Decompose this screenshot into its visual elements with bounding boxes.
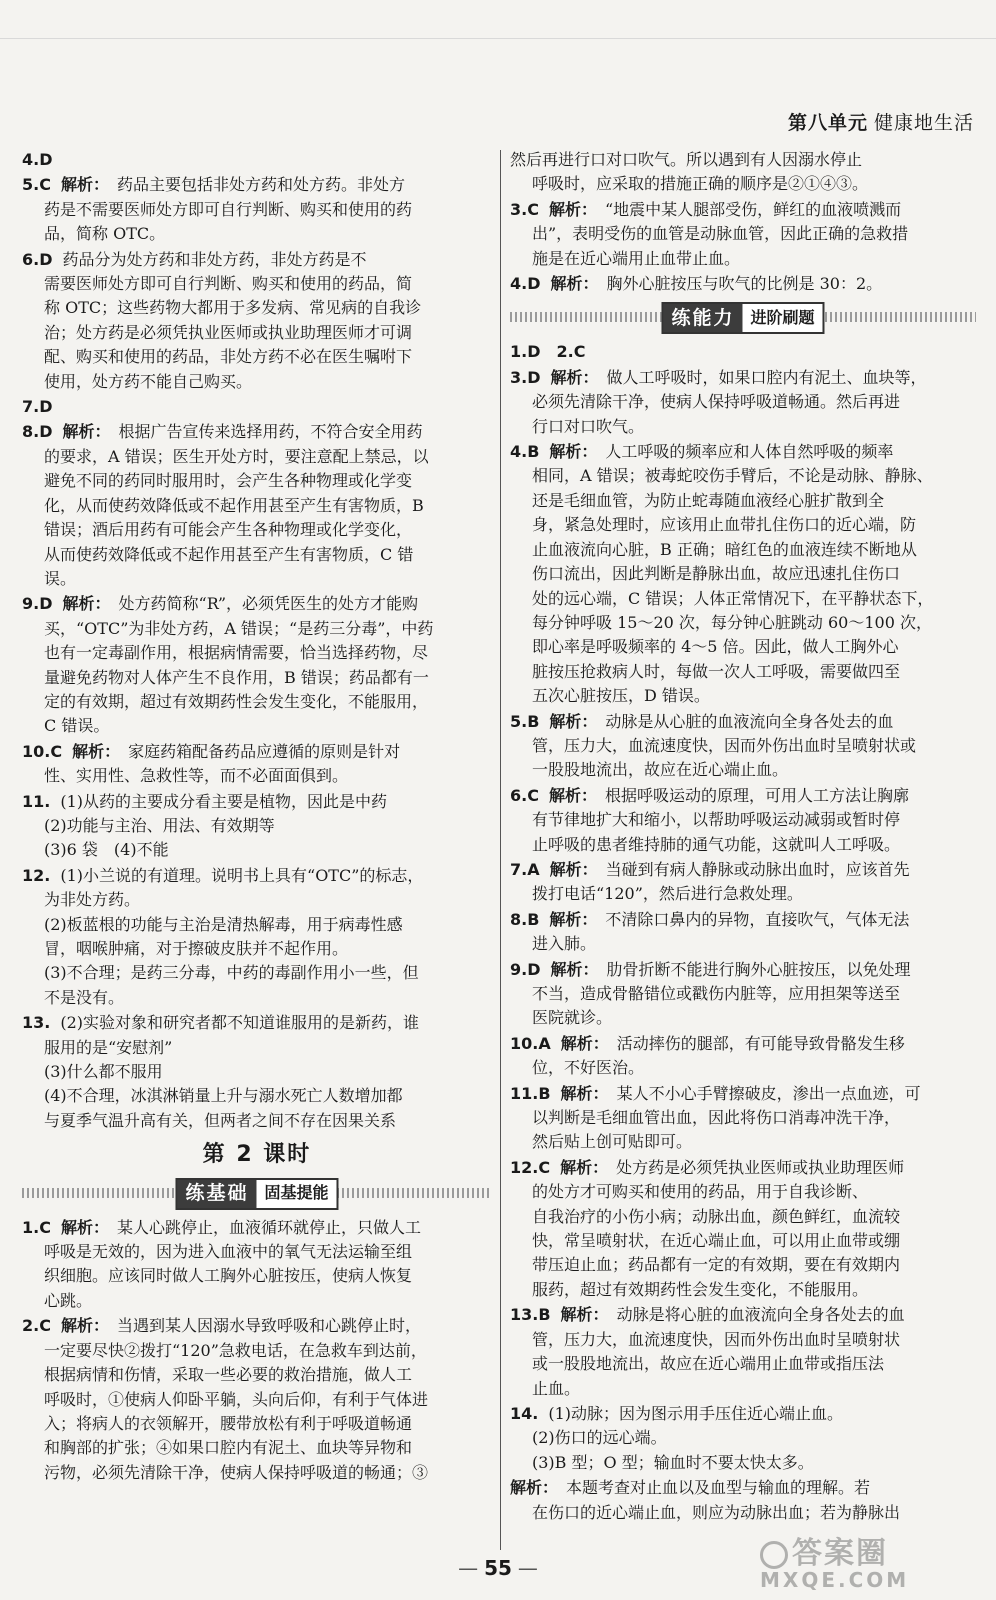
answer-item bbox=[510, 1032, 976, 1081]
answer-first-line bbox=[510, 1303, 976, 1327]
answer-text-line: 然后再进行口对口吹气。所以遇到有人因溺水停止 bbox=[510, 150, 863, 169]
answer-text-line: 当遇到某人因溺水导致呼吸和心跳停止时， bbox=[116, 1316, 421, 1336]
watermark-icon bbox=[760, 1541, 788, 1569]
answer-first-line bbox=[22, 395, 492, 419]
answer-text-line: 性、实用性、急救性等，而不必面面俱到。 bbox=[44, 766, 349, 786]
answer-item bbox=[510, 908, 976, 957]
watermark-cn: 答案圈 bbox=[792, 1536, 888, 1571]
answer-number: 10.A bbox=[510, 1033, 551, 1053]
answer-number: 8.D bbox=[22, 422, 53, 442]
answer-number: 4.D bbox=[510, 274, 541, 294]
answer-text-line: 服用的是“安慰剂” bbox=[44, 1037, 173, 1057]
answer-text-line: 动脉是从心脏的血液流向全身各处去的血 bbox=[605, 711, 894, 731]
answer-text-line: 污物，必须先清除干净，使病人保持呼吸道的畅通；③ bbox=[44, 1462, 429, 1482]
analysis-label: 解析： bbox=[548, 199, 597, 219]
answer-text-line: 止呼吸的患者维持肺的通气功能，这就叫人工呼吸。 bbox=[532, 834, 901, 854]
answer-text-line: 某人不小心手臂擦破皮，渗出一点血迹，可 bbox=[616, 1083, 921, 1103]
answer-text-line: 在伤口的近心端止血，则应为动脉出血；若为静脉出 bbox=[532, 1502, 901, 1522]
right-column bbox=[510, 148, 976, 1526]
section-banner-ability bbox=[510, 302, 976, 332]
answer-text-line: (4)不合理，冰淇淋销量上升与溺水死亡人数增加都 bbox=[44, 1086, 403, 1106]
banner-tag: 固基提能 bbox=[264, 1183, 329, 1203]
analysis-label: 解析： bbox=[62, 594, 111, 614]
answer-number: 1.D 2.C bbox=[510, 342, 586, 362]
answer-text-line: 一定要尽快②拨打“120”急救电话，在急救车到达前， bbox=[44, 1340, 427, 1360]
answer-first-line bbox=[510, 1476, 976, 1500]
banner-main: 练能力 bbox=[663, 304, 742, 332]
answer-number: 3.C bbox=[510, 199, 539, 219]
answer-text-line: 品，简称 OTC。 bbox=[44, 224, 166, 244]
answer-item bbox=[510, 784, 976, 857]
answer-text-line: 动脉是将心脏的血液流向全身各处去的血 bbox=[616, 1305, 905, 1325]
answer-first-line bbox=[510, 272, 976, 296]
analysis-label: 解析： bbox=[72, 741, 121, 761]
answer-text-line: 定的有效期，超过有效期药性会发生变化，不能服用， bbox=[44, 691, 429, 711]
analysis-label: 解析： bbox=[549, 442, 598, 462]
answer-text-line: (2)实验对象和研究者都不知道谁服用的是新药，谁 bbox=[60, 1013, 420, 1033]
answer-text-line: 与夏季气温升高有关，但两者之间不存在因果关系 bbox=[44, 1110, 397, 1130]
answer-first-line bbox=[22, 420, 492, 444]
answer-number: 7.A bbox=[510, 859, 540, 879]
answer-number: 5.B bbox=[510, 711, 540, 731]
analysis-label: 解析： bbox=[560, 1083, 609, 1103]
answer-number: 2.C bbox=[22, 1316, 51, 1336]
answer-first-line bbox=[22, 1314, 492, 1338]
answer-number: 9.D bbox=[510, 959, 541, 979]
answer-text-line: 人工呼吸的频率应和人体自然呼吸的频率 bbox=[605, 442, 894, 462]
unit-subtitle: 健康地生活 bbox=[873, 112, 974, 134]
answer-text-line: 治；处方药是必须凭执业医师或执业助理医师才可调 bbox=[44, 322, 413, 342]
answer-first-line bbox=[510, 366, 976, 390]
banner-box bbox=[175, 1178, 338, 1210]
answer-number: 1.C bbox=[22, 1217, 51, 1237]
analysis-label: 解析： bbox=[60, 175, 109, 195]
answer-text-line: 拨打电话“120”，然后进行急救处理。 bbox=[532, 884, 803, 904]
answer-number: 14. bbox=[510, 1403, 539, 1423]
answer-text-line: 做人工呼吸时，如果口腔内有泥土、血块等， bbox=[606, 367, 927, 387]
analysis-label: 解析： bbox=[548, 785, 597, 805]
answer-text-line: 某人心跳停止，血液循环就停止，只做人工 bbox=[116, 1217, 421, 1237]
analysis-label: 解析： bbox=[549, 711, 598, 731]
answer-first-line bbox=[510, 198, 976, 222]
analysis-label: 解析： bbox=[60, 1217, 109, 1237]
answer-text-line: (1)动脉；因为图示用手压住近心端止血。 bbox=[548, 1403, 844, 1423]
lesson-title: 第 2 课时 bbox=[202, 1142, 312, 1168]
section-banner-basic bbox=[22, 1178, 492, 1208]
answer-text-line: 相同，A 错误；被毒蛇咬伤手臂后，不论是动脉、静脉、 bbox=[532, 466, 933, 486]
answer-text-line: 止血液流向心脏，B 正确；暗红色的血液连续不断地从 bbox=[532, 539, 917, 559]
answer-text-line: 管，压力大，血流速度快，因而外伤出血时呈喷射状 bbox=[532, 1329, 901, 1349]
answer-item bbox=[22, 1011, 492, 1133]
answer-text-line: 呼吸时，应采取的措施正确的顺序是②①④③。 bbox=[532, 174, 869, 194]
answer-number: 10.C bbox=[22, 741, 63, 761]
answer-first-line bbox=[510, 1082, 976, 1106]
analysis-label: 解析： bbox=[62, 422, 111, 442]
answer-text-line: C 错误。 bbox=[44, 716, 110, 736]
answer-first-line bbox=[22, 740, 492, 764]
answer-number: 4.B bbox=[510, 442, 540, 462]
answer-text-line: 的处方才可购买和使用的药品，用于自我诊断、 bbox=[532, 1182, 869, 1202]
page-number: — 55 — bbox=[0, 1556, 996, 1580]
answer-text-line: 称 OTC；这些药物大都用于多发病、常见病的自我诊 bbox=[44, 298, 422, 318]
analysis-label: 解析： bbox=[560, 1305, 609, 1325]
answer-item bbox=[22, 592, 492, 738]
answer-text-line: (2)功能与主治、用法、有效期等 bbox=[44, 815, 275, 835]
answer-number: 12.C bbox=[510, 1157, 551, 1177]
answer-text-line: 处方药简称“R”，必须凭医生的处方才能购 bbox=[118, 594, 419, 614]
answer-item bbox=[510, 710, 976, 783]
answer-number: 13.B bbox=[510, 1305, 551, 1325]
analysis-label: 解析： bbox=[60, 1316, 109, 1336]
answer-text-line: 化，从而使药效降低或不起作用甚至产生有害物质，B bbox=[44, 495, 424, 515]
answer-text-line: 根据广告宣传来选择用药，不符合安全用药 bbox=[118, 422, 423, 442]
answer-text-line: 不清除口鼻内的异物，直接吹气，气体无法 bbox=[605, 909, 910, 929]
answer-text-line: 或一股股地流出，故应在近心端用止血带或指压法 bbox=[532, 1354, 885, 1374]
answer-text-line: 家庭药箱配备药品应遵循的原则是针对 bbox=[128, 741, 401, 761]
answer-text-line: (2)板蓝根的功能与主治是清热解毒，用于病毒性感 bbox=[44, 914, 403, 934]
analysis-label: 解析： bbox=[549, 859, 598, 879]
answer-item bbox=[510, 148, 976, 197]
banner-box bbox=[661, 302, 824, 334]
answer-item bbox=[510, 1303, 976, 1401]
answer-item bbox=[22, 1314, 492, 1485]
answer-item bbox=[22, 420, 492, 591]
top-rule bbox=[0, 38, 996, 39]
answer-text-line: 呼吸时，①使病人仰卧平躺，头向后仰，有利于气体进 bbox=[44, 1389, 429, 1409]
answer-first-line bbox=[510, 440, 976, 464]
answer-first-line bbox=[22, 248, 492, 272]
answer-number: 5.C bbox=[22, 175, 51, 195]
answer-number: 11.B bbox=[510, 1083, 551, 1103]
answer-item bbox=[510, 1082, 976, 1155]
answer-first-line bbox=[22, 1216, 492, 1240]
answer-first-line bbox=[22, 592, 492, 616]
answer-first-line bbox=[510, 784, 976, 808]
answer-text-line: 避免不同的药同时服用时，会产生各种物理或化学变 bbox=[44, 471, 413, 491]
answer-text-line: 施是在近心端用止血带止血。 bbox=[532, 248, 741, 268]
answer-number: 9.D bbox=[22, 594, 53, 614]
right-answers-part2 bbox=[510, 340, 976, 1525]
right-answers-part1 bbox=[510, 148, 976, 296]
answer-text-line: 和胸部的扩张；④如果口腔内有泥土、血块等异物和 bbox=[44, 1438, 413, 1458]
answer-text-line: 买，“OTC”为非处方药，A 错误；“是药三分毒”，中药 bbox=[44, 618, 434, 638]
answer-number: 12. bbox=[22, 865, 51, 885]
answer-first-line bbox=[22, 790, 492, 814]
answer-first-line bbox=[510, 148, 976, 172]
answer-item bbox=[510, 1156, 976, 1302]
answer-text-line: 还是毛细血管，为防止蛇毒随血液经心脏扩散到全 bbox=[532, 490, 885, 510]
answer-text-line: 身，紧急处理时，应该用止血带扎住伤口的近心端，防 bbox=[532, 515, 917, 535]
answer-text-line: 入；将病人的衣领解开，腰带放松有利于呼吸道畅通 bbox=[44, 1413, 413, 1433]
answer-first-line bbox=[510, 858, 976, 882]
answer-text-line: 行口对口吹气。 bbox=[532, 416, 645, 436]
answer-text-line: (1)从药的主要成分看主要是植物，因此是中药 bbox=[60, 791, 388, 811]
answer-text-line: 错误；酒后用药有可能会产生各种物理或化学变化， bbox=[44, 520, 413, 540]
answer-number: 13. bbox=[22, 1013, 51, 1033]
left-answers-part2 bbox=[22, 1216, 492, 1485]
answer-text-line: (3)不合理；是药三分毒，中药的毒副作用小一些，但 bbox=[44, 963, 419, 983]
analysis-label: 解析： bbox=[549, 909, 598, 929]
answer-first-line bbox=[22, 864, 492, 888]
answer-text-line: 从而使药效降低或不起作用甚至产生有害物质，C 错 bbox=[44, 544, 414, 564]
watermark-en: MXQE.COM bbox=[760, 1568, 910, 1592]
answer-text-line: 也有一定毒副作用，根据病情需要，恰当选择药物，尽 bbox=[44, 643, 429, 663]
answer-item bbox=[510, 440, 976, 708]
answer-text-line: 使用，处方药不能自己购买。 bbox=[44, 371, 253, 391]
answer-text-line: 然后贴上创可贴即可。 bbox=[532, 1132, 693, 1152]
watermark-logo bbox=[760, 1528, 980, 1594]
answer-number: 6.D bbox=[22, 249, 53, 269]
unit-title: 第八单元 bbox=[787, 112, 868, 134]
analysis-label: 解析： bbox=[550, 959, 599, 979]
answer-text-line: 处的远心端，C 错误；人体正常情况下，在平静状态下， bbox=[532, 588, 934, 608]
answer-item bbox=[22, 148, 492, 172]
analysis-label: 解析： bbox=[560, 1157, 609, 1177]
answer-item bbox=[510, 272, 976, 296]
answer-text-line: 必须先清除干净，使病人保持呼吸道畅通。然后再进 bbox=[532, 392, 901, 412]
column-divider bbox=[500, 150, 501, 1550]
answer-text-line: (3)B 型；O 型；输血时不要太快太多。 bbox=[532, 1452, 814, 1472]
answer-text-line: 服药，超过有效期药性会发生变化，不能服用。 bbox=[532, 1279, 869, 1299]
answer-text-line: 进入肺。 bbox=[532, 934, 597, 954]
analysis-label: 解析： bbox=[550, 274, 599, 294]
answer-item bbox=[510, 198, 976, 271]
answer-text-line: 误。 bbox=[44, 568, 77, 588]
answer-text-line: 本题考查对止血以及血型与输血的理解。若 bbox=[566, 1478, 871, 1498]
answer-item bbox=[22, 1216, 492, 1314]
answer-item bbox=[22, 740, 492, 789]
answer-text-line: 管，压力大，血流速度快，因而外伤出血时呈喷射状或 bbox=[532, 735, 917, 755]
answer-first-line bbox=[510, 1156, 976, 1180]
answer-text-line: 不是没有。 bbox=[44, 987, 125, 1007]
answer-text-line: 带压迫止血；药品都有一定的有效期，要在有效期内 bbox=[532, 1255, 901, 1275]
answer-text-line: 织细胞。应该同时做人工胸外心脏按压，使病人恢复 bbox=[44, 1266, 413, 1286]
answer-text-line: 肋骨折断不能进行胸外心脏按压，以免处理 bbox=[606, 959, 911, 979]
answer-text-line: 即心率是呼吸频率的 4～5 倍。因此，做人工胸外心 bbox=[532, 637, 899, 657]
answer-text-line: 每分钟呼吸 15～20 次，每分钟心脏跳动 60～100 次， bbox=[532, 612, 932, 632]
answer-text-line: 医院就诊。 bbox=[532, 1008, 613, 1028]
answer-text-line: 胸外心脏按压与吹气的比例是 30：2。 bbox=[606, 274, 883, 294]
answer-text-line: 根据呼吸运动的原理，可用人工方法让胸廓 bbox=[604, 785, 909, 805]
answer-text-line: 药品主要包括非处方药和处方药。非处方 bbox=[116, 175, 405, 195]
answer-item bbox=[22, 864, 492, 1010]
banner-main: 练基础 bbox=[177, 1180, 256, 1208]
answer-text-line: 五次心脏按压，D 错误。 bbox=[532, 686, 710, 706]
answer-text-line: 呼吸是无效的，因为进入血液中的氧气无法运输至组 bbox=[44, 1242, 413, 1262]
answer-text-line: 需要医师处方即可自行判断、购买和使用的药品，简 bbox=[44, 274, 413, 294]
answer-number: 4.D bbox=[22, 150, 53, 169]
answer-text-line: 药是不需要医师处方即可自行判断、购买和使用的药 bbox=[44, 199, 413, 219]
answer-first-line bbox=[510, 1032, 976, 1056]
answer-text-line: 处方药是必须凭执业医师或执业助理医师 bbox=[616, 1157, 905, 1177]
analysis-label: 解析： bbox=[560, 1033, 609, 1053]
answer-first-line bbox=[510, 958, 976, 982]
answer-first-line bbox=[510, 340, 976, 364]
answer-text-line: “地震中某人腿部受伤，鲜红的血液喷溅而 bbox=[604, 199, 902, 219]
answer-first-line bbox=[22, 173, 492, 197]
answer-text-line: 止血。 bbox=[532, 1378, 581, 1398]
answer-item bbox=[510, 858, 976, 907]
answer-first-line bbox=[22, 148, 492, 172]
answer-number: 11. bbox=[22, 791, 51, 811]
answer-item bbox=[510, 1402, 976, 1475]
answer-text-line: 脏按压抢救病人时，每做一次人工呼吸，需要做四至 bbox=[532, 661, 901, 681]
answer-item bbox=[22, 248, 492, 394]
answer-text-line: 自我治疗的小伤小病；动脉出血，颜色鲜红，血流较 bbox=[532, 1206, 901, 1226]
banner-tag: 进阶刷题 bbox=[750, 308, 815, 328]
answer-text-line: 根据病情和伤情，采取一些必要的救治措施，做人工 bbox=[44, 1365, 413, 1385]
answer-text-line: 快，常呈喷射状，在近心端止血，可以用止血带或绷 bbox=[532, 1231, 901, 1251]
answer-first-line bbox=[510, 908, 976, 932]
answer-item bbox=[510, 366, 976, 439]
answer-text-line: 配、购买和使用的药品，非处方药不必在医生嘱咐下 bbox=[44, 347, 413, 367]
answer-item bbox=[510, 1476, 976, 1525]
answer-text-line: 伤口流出，因此判断是静脉出血，故应迅速扎住伤口 bbox=[532, 564, 901, 584]
answer-text-line: 量避免药物对人体产生不良作用，B 错误；药品都有一 bbox=[44, 667, 429, 687]
answer-text-line: (2)伤口的远心端。 bbox=[532, 1428, 667, 1448]
answer-text-line: 有节律地扩大和缩小，以帮助呼吸运动减弱或暂时停 bbox=[532, 810, 901, 830]
answer-text-line: 心跳。 bbox=[44, 1290, 93, 1310]
answer-item bbox=[510, 958, 976, 1031]
answer-item bbox=[22, 790, 492, 863]
answer-text-line: 冒，咽喉肿痛，对于擦破皮肤并不起作用。 bbox=[44, 939, 349, 958]
answer-text-line: (3)6 袋 (4)不能 bbox=[44, 840, 169, 860]
answer-number: 7.D bbox=[22, 397, 53, 417]
answer-item bbox=[22, 173, 492, 246]
answer-text-line: (3)什么都不服用 bbox=[44, 1062, 163, 1082]
answer-text-line: 出”，表明受伤的血管是动脉血管，因此正确的急救措 bbox=[532, 224, 909, 244]
answer-text-line: 的要求，A 错误；医生开处方时，要注意配上禁忌，以 bbox=[44, 446, 429, 466]
answer-text-line: 一股股地流出，故应在近心端止血。 bbox=[532, 760, 789, 780]
answer-text-line: 位，不好医治。 bbox=[532, 1058, 645, 1078]
answer-first-line bbox=[510, 710, 976, 734]
answer-item bbox=[510, 340, 976, 364]
answer-text-line: 以判断是毛细血管出血，因此将伤口消毒冲洗干净， bbox=[532, 1108, 901, 1128]
analysis-label: 解析： bbox=[510, 1478, 559, 1498]
answer-number: 3.D bbox=[510, 367, 541, 387]
answer-text-line: 活动摔伤的腿部，有可能导致骨骼发生移 bbox=[616, 1033, 905, 1053]
answer-first-line bbox=[510, 1402, 976, 1426]
left-answers-part1 bbox=[22, 148, 492, 1133]
answer-item bbox=[22, 395, 492, 419]
answer-text-line: 不当，造成骨骼错位或戳伤内脏等，应用担架等送至 bbox=[532, 984, 901, 1003]
answer-first-line bbox=[22, 1011, 492, 1035]
page-header bbox=[788, 108, 974, 135]
answer-text-line: (1)小兰说的有道理。说明书上具有“OTC”的标志， bbox=[60, 865, 424, 885]
left-column bbox=[22, 148, 492, 1486]
answer-text-line: 为非处方药。 bbox=[44, 890, 141, 910]
answer-text-line: 当碰到有病人静脉或动脉出血时，应该首先 bbox=[605, 859, 910, 879]
answer-number: 6.C bbox=[510, 785, 539, 805]
answer-text-line: 药品分为处方药和非处方药，非处方药是不 bbox=[62, 249, 367, 269]
analysis-label: 解析： bbox=[550, 367, 599, 387]
answer-number: 8.B bbox=[510, 909, 540, 929]
